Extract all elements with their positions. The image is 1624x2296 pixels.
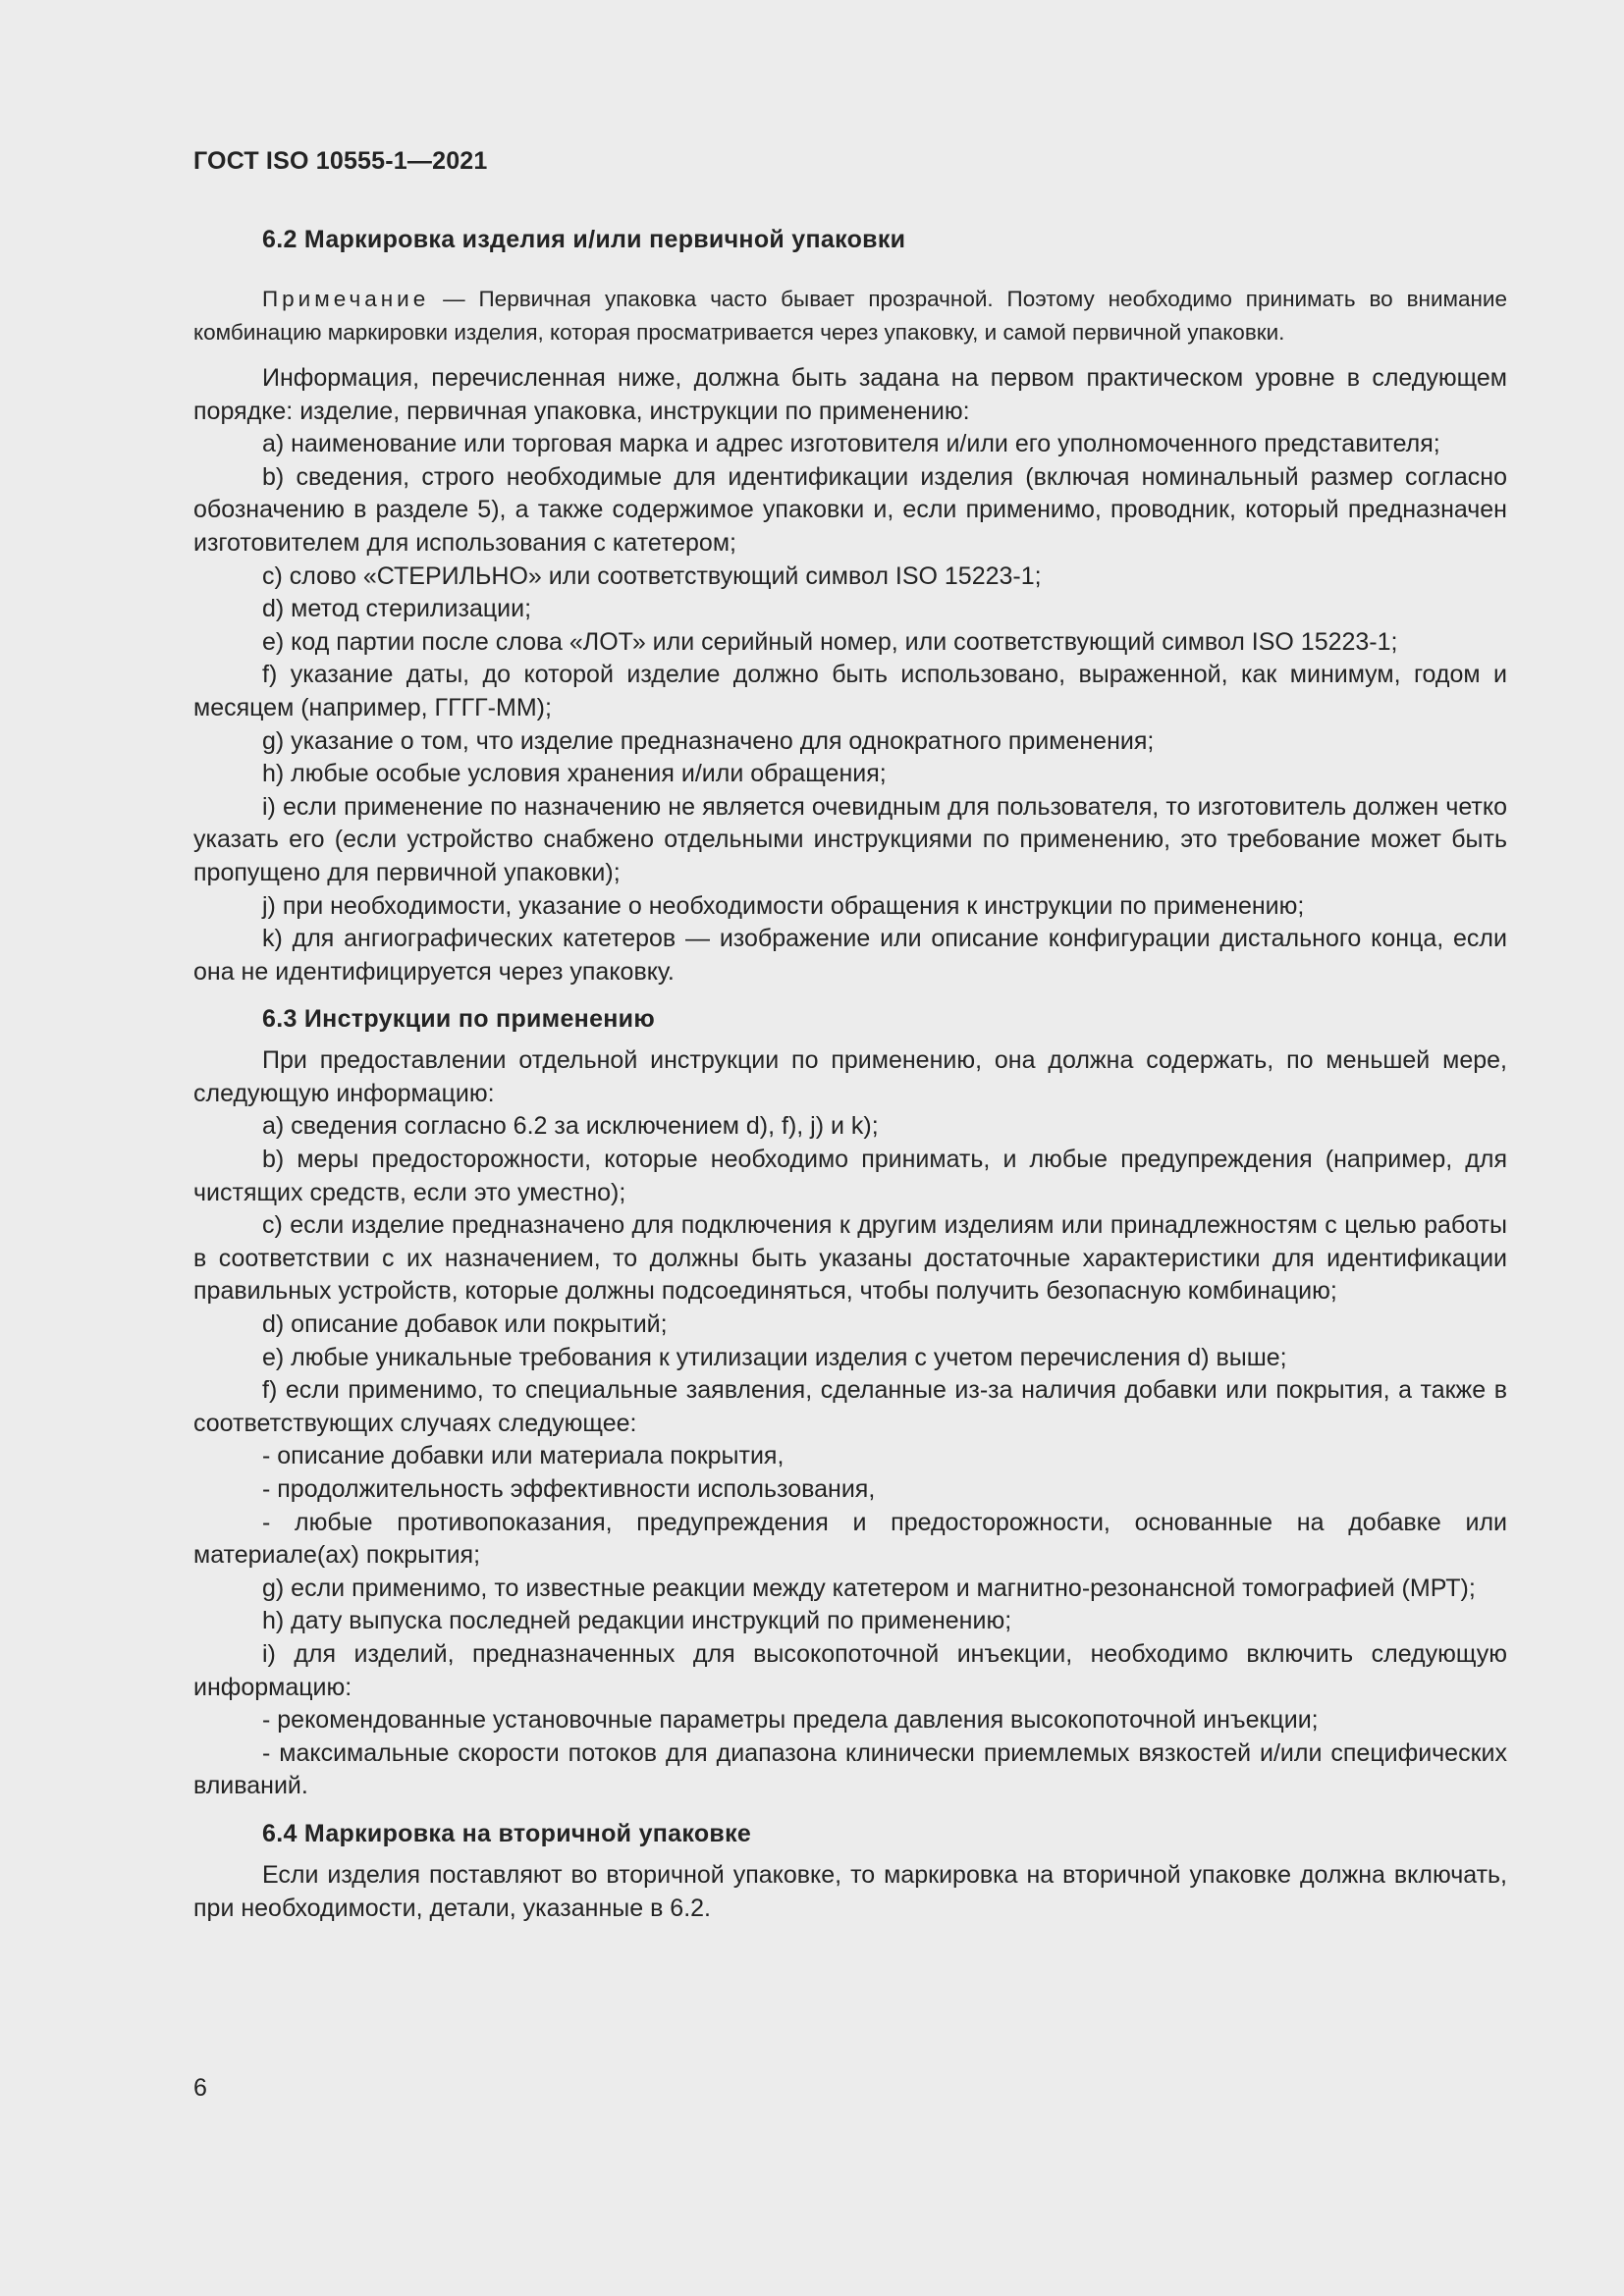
document-code: ГОСТ ISO 10555-1—2021 [193,147,488,175]
document-body [193,223,1507,1925]
note-text: — Первичная упаковка часто бывает прозрачной. Поэтому необходимо принимать во внимание комбинацию маркировки изделия, которая просматривается через упаковку, и самой первичной упаковки. [193,287,1507,345]
paragraph: d) описание добавок или покрытий; [262,1310,668,1339]
section-6-4-body [193,1859,1507,1925]
page-number: 6 [193,2074,207,2102]
paragraph: g) если применимо, то известные реакции между катетером и магнитно-резонансной томографией (МРТ); [262,1574,1476,1602]
section-6-3-heading: 6.3 Инструкции по применению [262,1005,656,1034]
section-6-2-body [193,362,1507,988]
paragraph: При предоставлении отдельной инструкции по применению, она должна содержать, по меньшей мере, следующую информацию: [193,1046,1507,1107]
paragraph: d) метод стерилизации; [262,595,532,623]
paragraph: k) для ангиографических катетеров — изображение или описание конфигурации дистального конца, если она не идентифицируется через упаковку. [193,925,1507,986]
paragraph: - продолжительность эффективности использования, [262,1475,876,1503]
paragraph: c) если изделие предназначено для подключения к другим изделиям или принадлежностям с целью работы в соответствии с их назначением, то должны быть указаны достаточные характеристики для идентификации правильных устройств, которые должны подсоединяться, чтобы получить безопасную комбинацию; [193,1211,1507,1306]
paragraph: - рекомендованные установочные параметры предела давления высокопоточной инъекции; [262,1706,1319,1735]
note [193,283,1507,349]
paragraph: h) любые особые условия хранения и/или обращения; [262,760,887,788]
paragraph: - максимальные скорости потоков для диапазона клинически приемлемых вязкостей и/или специфических вливаний. [193,1738,1507,1800]
paragraph: j) при необходимости, указание о необходимости обращения к инструкции по применению; [262,891,1305,920]
paragraph: b) сведения, строго необходимые для идентификации изделия (включая номинальный размер согласно обозначению в разделе 5), а также содержимое упаковки и, если применимо, проводник, который предназначен изготовителем для использования с катетером; [193,462,1507,557]
paragraph: i) для изделий, предназначенных для высокопоточной инъекции, необходимо включить следующую информацию: [193,1639,1507,1701]
paragraph: b) меры предосторожности, которые необходимо принимать, и любые предупреждения (например, для чистящих средств, если это уместно); [193,1146,1507,1206]
paragraph: c) слово «СТЕРИЛЬНО» или соответствующий символ ISO 15223-1; [262,561,1042,590]
paragraph: Если изделия поставляют во вторичной упаковке, то маркировка на вторичной упаковке должна включать, при необходимости, детали, указанные в 6.2. [193,1860,1507,1922]
paragraph: - описание добавки или материала покрытия, [262,1442,785,1470]
paragraph: a) сведения согласно 6.2 за исключением d), f), j) и k); [262,1112,879,1141]
section-6-2-heading: 6.2 Маркировка изделия и/или первичной упаковки [262,226,906,253]
paragraph: g) указание о том, что изделие предназначено для однократного применения; [262,726,1155,755]
section-6-3-body [193,1044,1507,1803]
paragraph: h) дату выпуска последней редакции инструкций по применению; [262,1607,1012,1635]
paragraph: e) код партии после слова «ЛОТ» или серийный номер, или соответствующий символ ISO 15223-1; [262,627,1398,656]
section-6-4-heading: 6.4 Маркировка на вторичной упаковке [262,1819,752,1847]
paragraph: i) если применение по назначению не является очевидным для пользователя, то изготовитель должен четко указать его (если устройство снабжено отдельными инструкциями по применению, это требование может быть пропущено для первичной упаковки); [193,792,1507,886]
paragraph: f) указание даты, до которой изделие должно быть использовано, выраженной, как минимум, годом и месяцем (например, ГГГГ-ММ); [193,661,1507,721]
paragraph: Информация, перечисленная ниже, должна быть задана на первом практическом уровне в следующем порядке: изделие, первичная упаковка, инструкции по применению: [193,364,1507,425]
paragraph: - любые противопоказания, предупреждения и предосторожности, основанные на добавке или материале(ах) покрытия; [193,1508,1507,1570]
note-label: Примечание [262,287,430,311]
paragraph: a) наименование или торговая марка и адрес изготовителя и/или его уполномоченного представителя; [262,430,1440,458]
paragraph: e) любые уникальные требования к утилизации изделия с учетом перечисления d) выше; [262,1343,1287,1371]
paragraph: f) если применимо, то специальные заявления, сделанные из-за наличия добавки или покрытия, а также в соответствующих случаях следующее: [193,1376,1507,1437]
